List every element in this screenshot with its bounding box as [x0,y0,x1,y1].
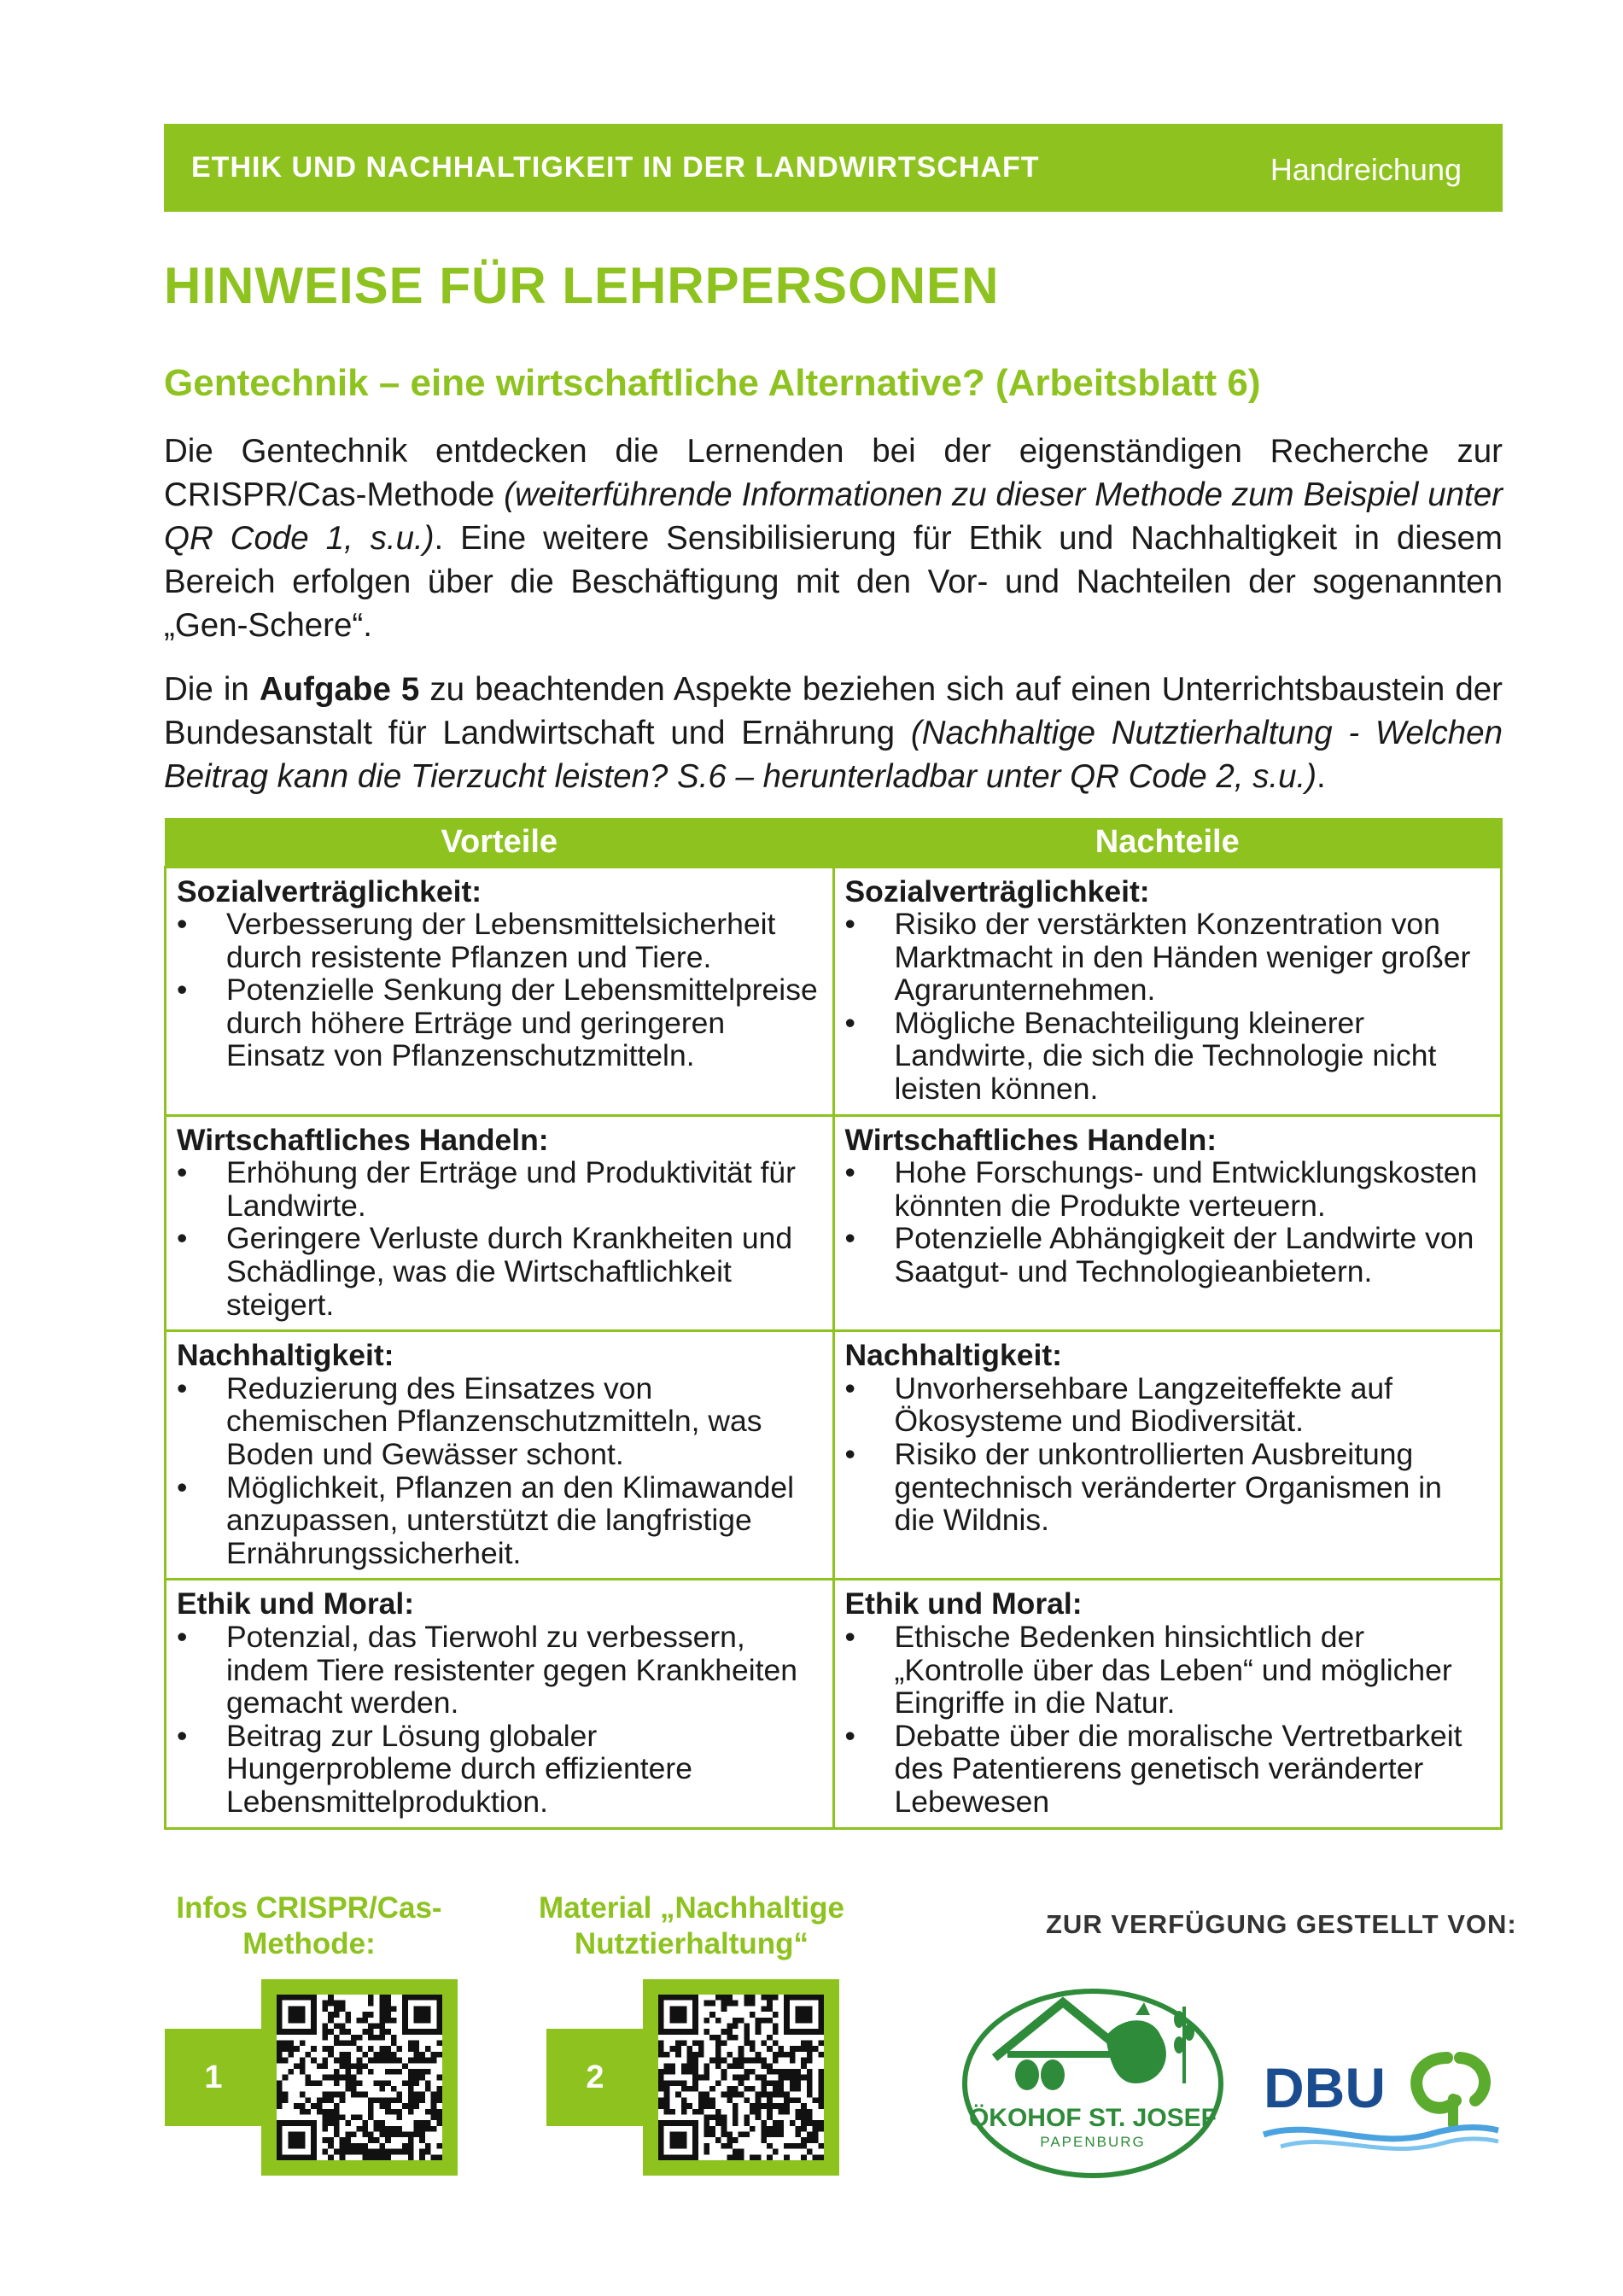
list-item: • Geringere Verluste durch Krankheiten und Schädlinge, was die Wirtschaftlichkeit steigert. [177,1222,822,1321]
pros-list [177,1621,822,1819]
okohof-name: ÖKOHOF ST. JOSEF [968,2104,1217,2132]
para1-text-a: Die Gentechnik entdecken die Lernenden bei der eigenständigen Recherche zur CRISPR/Cas-Methode [164,433,1503,513]
para1-text-b: . Eine weitere Sensibilisierung für Ethik und Nachhaltigkeit in diesem Bereich erfolgen über die Beschäftigung mit den Vor- und Nachteilen der sogenannten „Gen-Schere“. [164,520,1503,644]
section-title-bold: Gentechnik – eine wirtschaftliche Alternative? [164,362,985,404]
qr1-label: Infos CRISPR/Cas-Methode: [176,1891,442,1960]
pros-cell [166,1580,834,1828]
qr2-number: 2 [546,2029,644,2126]
pros-cell [166,867,834,1115]
section-title-ref: (Arbeitsblatt 6) [984,362,1261,404]
header-document-type: Handreichung [1270,152,1462,187]
table-row [166,1331,1502,1580]
header-title: ETHIK UND NACHHALTIGKEIT IN DER LANDWIRTSCHAFT [191,151,1040,184]
list-item: • Risiko der verstärkten Konzentration von Marktmacht in den Händen weniger großer Agrarunternehmen. [845,908,1491,1007]
qr-code-1-graphic [277,1995,442,2160]
cons-cell [833,867,1502,1115]
table-row [166,1115,1502,1331]
pros-cell [166,1115,834,1331]
okohof-logo [960,1955,1225,2179]
okohof-place: PAPENBURG [1040,2134,1146,2150]
intro-paragraph [164,429,1503,647]
list-item: • Erhöhung der Erträge und Produktivität für Landwirte. [177,1156,822,1222]
list-item: • Potenzielle Senkung der Lebensmittelpreise durch höhere Erträge und geringeren Einsatz von Pflanzenschutzmitteln. [177,973,822,1072]
table-body [166,867,1502,1828]
qr-code-2[interactable] [643,1979,839,2176]
cons-list [845,1372,1491,1537]
task-paragraph [164,668,1503,798]
list-item: • Mögliche Benachteiligung kleinerer Landwirte, die sich die Technologie nicht leisten können. [845,1007,1491,1106]
list-item: • Ethische Bedenken hinsichtlich der „Kontrolle über das Leben“ und möglicher Eingriffe in die Natur. [845,1621,1491,1720]
para1-italic: (weiterführende Informationen zu dieser Methode zum Beispiel unter QR Code 1, s.u.) [164,476,1503,557]
category-label: Nachhaltigkeit: [844,1338,1062,1373]
para2-text-b: zu beachtenden Aspekte beziehen sich auf einen Unterrichtsbaustein der Bundesanstalt für Landwirtschaft und Ernährung [164,671,1503,751]
cons-cell [833,1580,1502,1828]
para2-text-c: . [1316,758,1326,795]
cons-list [845,1156,1491,1288]
category-label: Sozialverträglichkeit: [844,873,1150,908]
section-title [164,362,1260,405]
list-item: • Unvorhersehbare Langzeiteffekte auf Ökosysteme und Biodiversität. [845,1372,1491,1438]
dbu-logo [1255,2032,1503,2160]
list-item: • Risiko der unkontrollierten Ausbreitung gentechnisch veränderter Organismen in die Wildnis. [845,1438,1491,1537]
cons-list [845,1621,1491,1819]
list-item: • Potenzielle Abhängigkeit der Landwirte von Saatgut- und Technologieanbietern. [845,1222,1491,1288]
list-item: • Potenzial, das Tierwohl zu verbessern, indem Tiere resistenter gegen Krankheiten gemacht werden. [177,1621,822,1720]
cons-list [845,908,1491,1106]
category-label: Wirtschaftliches Handeln: [844,1122,1217,1157]
page-title: HINWEISE FÜR LEHRPERSONEN [164,257,1000,314]
cons-cell [833,1331,1502,1580]
cons-cell [833,1115,1502,1331]
category-label: Wirtschaftliches Handeln: [177,1122,549,1157]
column-header-cons: Nachteile [833,819,1502,867]
list-item: • Reduzierung des Einsatzes von chemischen Pflanzenschutzmitteln, was Boden und Gewässer schont. [177,1372,822,1471]
table-row [166,867,1502,1115]
dbu-text: DBU [1264,2056,1386,2119]
pros-list [177,1372,822,1570]
pros-list [177,908,822,1072]
list-item: • Debatte über die moralische Vertretbarkeit des Patentierens genetisch veränderter Lebewesen [845,1720,1491,1819]
category-label: Ethik und Moral: [177,1586,415,1621]
pros-cell [166,1331,834,1580]
table-row [166,1580,1502,1828]
pros-list [177,1156,822,1321]
column-header-pros: Vorteile [166,819,834,867]
list-item: • Beitrag zur Lösung globaler Hungerprobleme durch effizientere Lebensmittelproduktion. [177,1720,822,1819]
list-item: • Hohe Forschungs- und Entwicklungskosten könnten die Produkte verteuern. [845,1156,1491,1222]
list-item: • Verbesserung der Lebensmittelsicherheit durch resistente Pflanzen und Tiere. [177,908,822,973]
header-bar [164,124,1503,212]
para2-italic: (Nachhaltige Nutztierhaltung - Welchen Beitrag kann die Tierzucht leisten? S.6 – herunterladbar unter QR Code 2, s.u.) [164,715,1503,795]
pros-cons-table [164,818,1503,1830]
qr1-number: 1 [165,2029,262,2126]
provided-by-label: ZUR VERFÜGUNG GESTELLT VON: [1046,1909,1517,1939]
qr-code-2-graphic [658,1995,824,2160]
category-label: Sozialverträglichkeit: [177,873,482,908]
para2-bold: Aufgabe 5 [259,671,420,708]
qr-code-1[interactable] [261,1979,458,2176]
qr2-label: Material „Nachhaltige Nutztierhaltung“ [539,1891,844,1960]
list-item: • Möglichkeit, Pflanzen an den Klimawandel anzupassen, unterstützt die langfristige Ernährungssicherheit. [177,1471,822,1570]
para2-text-a: Die in [164,671,260,708]
category-label: Ethik und Moral: [844,1586,1083,1621]
category-label: Nachhaltigkeit: [177,1338,394,1373]
